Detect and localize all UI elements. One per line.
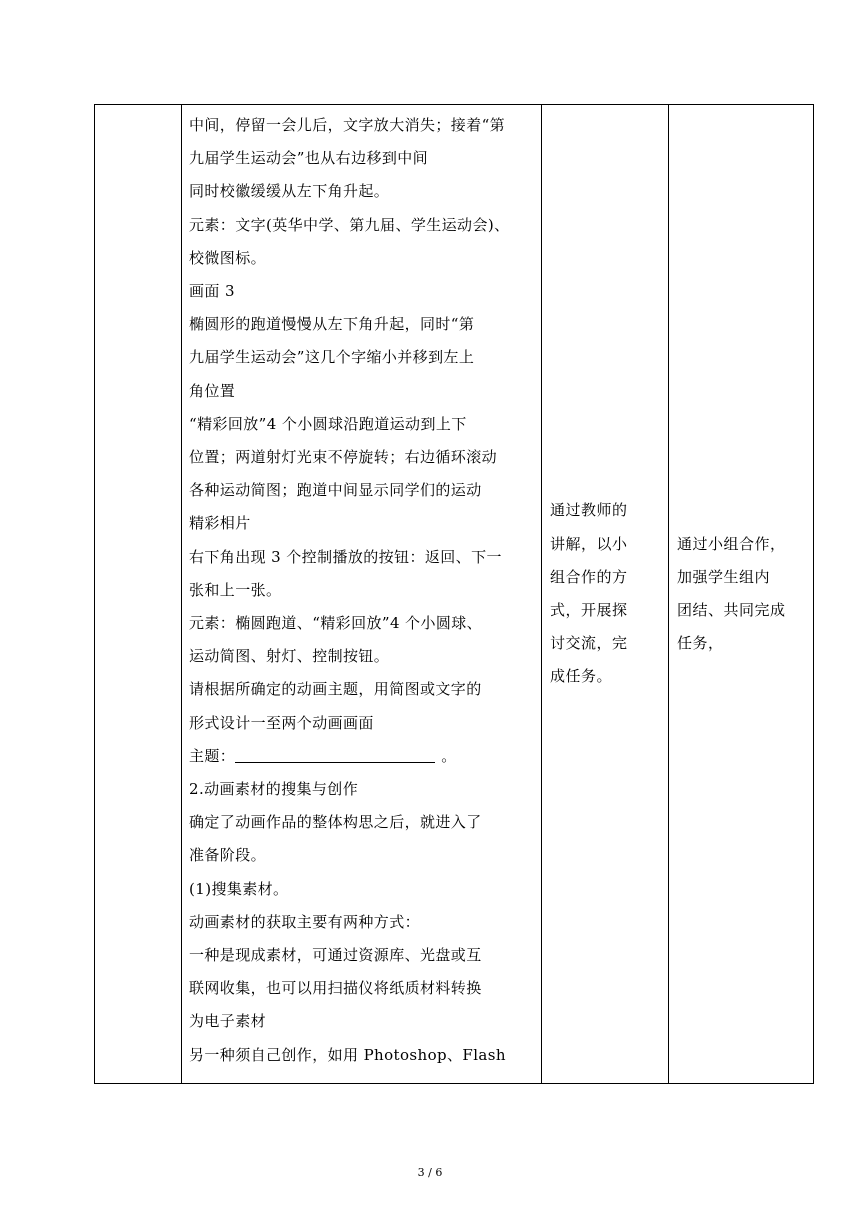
text-line: 位置；两道射灯光束不停旋转；右边循环滚动 [189,448,498,467]
teacher-activity-cell [542,105,669,1084]
text-line: 确定了动画作品的整体构思之后，就进入了 [189,813,482,832]
text-line: 为电子素材 [189,1012,267,1031]
text-line: 椭圆形的跑道慢慢从左下角升起，同时“第 [189,315,475,334]
blank-column-cell [95,105,182,1084]
text-line: 准备阶段。 [189,846,267,865]
text-line: 九届学生运动会”这几个字缩小并移到左上 [189,348,475,367]
text-line: 九届学生运动会”也从右边移到中间 [189,149,429,168]
text-line: 一种是现成素材，可通过资源库、光盘或互 [189,946,482,965]
text-line: 各种运动简图；跑道中间显示同学们的运动 [189,481,482,500]
text-line: 团结、共同完成 [677,601,786,619]
text-line: 2.动画素材的搜集与创作 [189,780,359,799]
text-line: 讲解，以小 [550,534,628,553]
text-line: 任务， [677,634,724,653]
text-line: 请根据所确定的动画主题，用简图或文字的 [189,680,482,699]
text-line: 动画素材的获取主要有两种方式： [189,912,421,931]
text-line: 联网收集，也可以用扫描仪将纸质材料转换 [189,979,482,998]
text-line: 右下角出现 3 个控制播放的按钮：返回、下一 [189,547,502,566]
text-line: 另一种须自己创作，如用 Photoshop、Flash [189,1045,506,1064]
theme-end: 。 [441,746,457,765]
lesson-table [94,104,814,1084]
text-line: 式，开展探 [550,601,628,619]
design-purpose-cell [669,105,814,1084]
text-line: 张和上一张。 [189,580,282,599]
text-line: 元素：文字(英华中学、第九届、学生运动会)、 [189,215,510,234]
text-line: 通过教师的 [550,501,628,520]
text-line: 同时校徽缓缓从左下角升起。 [189,182,390,201]
text-line: 精彩相片 [189,514,251,533]
text-line: 形式设计一至两个动画画面 [189,713,374,732]
text-line: 运动简图、射灯、控制按钮。 [189,647,390,666]
text-line: 加强学生组内 [677,567,771,586]
text-line: 组合作的方 [550,567,628,586]
text-line: “精彩回放”4 个小圆球沿跑道运动到上下 [189,414,467,433]
page-number: 3 / 6 [417,1166,443,1179]
text-line: 中间，停留一会儿后，文字放大消失；接着“第 [189,116,506,134]
text-line: 角位置 [189,381,236,400]
text-line: 成任务。 [550,667,613,686]
theme-line [189,740,535,773]
text-line: (1)搜集素材。 [189,879,289,898]
text-line: 通过小组合作， [677,534,786,553]
theme-label: 主题： [189,746,236,765]
text-line: 校微图标。 [189,248,267,267]
text-line: 画面 3 [189,282,235,301]
theme-blank[interactable] [235,747,435,763]
text-line: 元素：椭圆跑道、“精彩回放”4 个小圆球、 [189,614,483,633]
activity-content-cell [182,105,542,1084]
text-line: 讨交流，完 [550,634,628,653]
